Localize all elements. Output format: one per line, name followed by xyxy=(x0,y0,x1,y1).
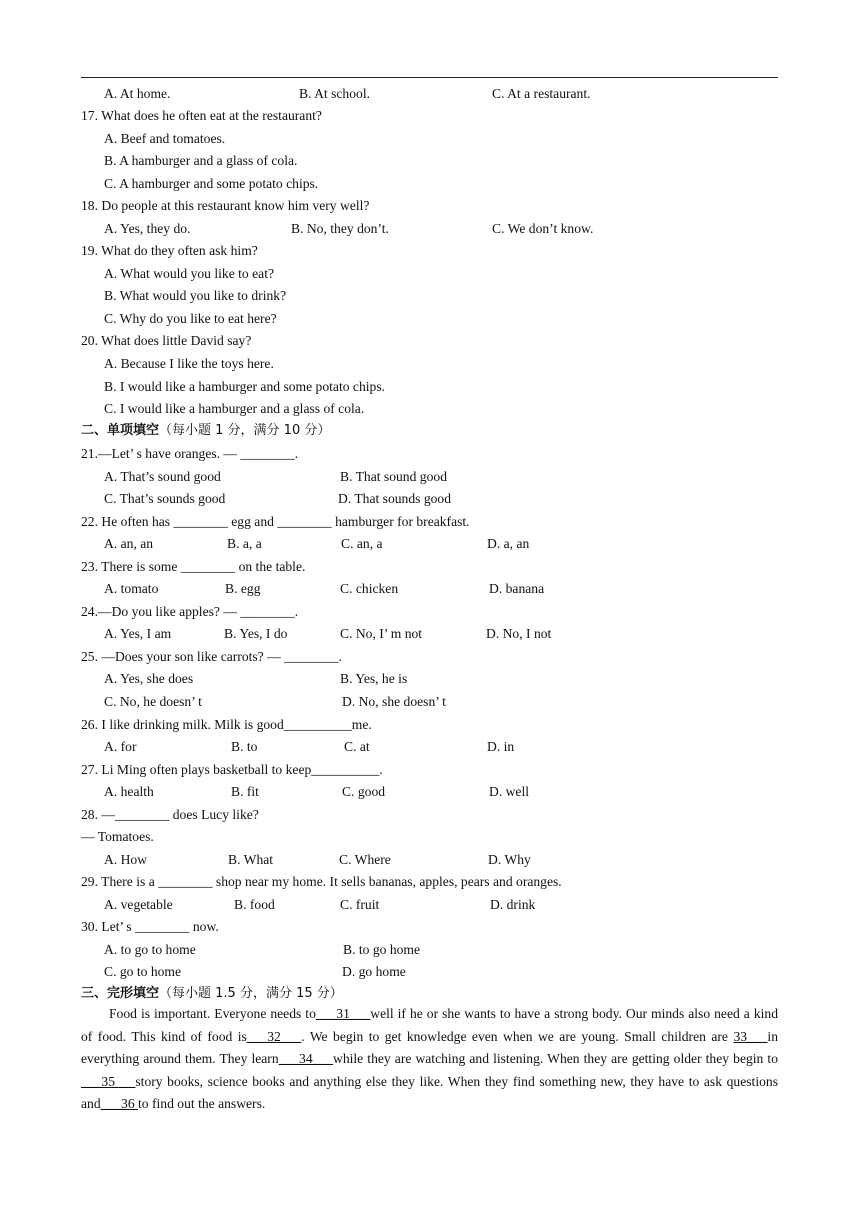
q25-option-d: D. No, she doesn’ t xyxy=(342,694,446,709)
q25-option-c: C. No, he doesn’ t xyxy=(104,694,202,709)
q23-option-d: D. banana xyxy=(489,581,545,596)
q30-stem: 30. Let’ s ________ now. xyxy=(81,919,219,934)
q29-stem: 29. There is a ________ shop near my home. It sells bananas, apples, pears and oranges. xyxy=(81,874,562,889)
blank-35: ___35___ xyxy=(81,1073,136,1089)
blank-36: ___36 xyxy=(100,1096,139,1112)
q23-option-b: B. egg xyxy=(225,581,261,596)
section3-title: 三、完形填空 xyxy=(81,986,160,1001)
q24-option-a: A. Yes, I am xyxy=(104,626,172,641)
q25-option-a: A. Yes, she does xyxy=(104,671,194,686)
q28-option-d: D. Why xyxy=(488,852,531,867)
q22-option-d: D. a, an xyxy=(487,536,530,551)
q18-option-b: B. No, they don’t. xyxy=(291,221,389,236)
q26-option-a: A. for xyxy=(104,739,137,754)
q27-option-d: D. well xyxy=(489,784,530,799)
q23-stem: 23. There is some ________ on the table. xyxy=(81,559,306,574)
q27-stem: 27. Li Ming often plays basketball to keep__________. xyxy=(81,762,383,777)
q17-option-c: C. A hamburger and some potato chips. xyxy=(104,176,319,191)
cloze-text-4: in everything around them. They learn xyxy=(81,1028,778,1067)
q26-stem: 26. I like drinking milk. Milk is good__________me. xyxy=(81,717,372,732)
q25-stem: 25. —Does your son like carrots? — ________. xyxy=(81,649,342,664)
section2-note: （每小题 1 分，满分 10 分） xyxy=(159,423,331,438)
q20-option-c: C. I would like a hamburger and a glass of cola. xyxy=(104,401,365,416)
q28-option-b: B. What xyxy=(228,852,274,867)
q21-option-b: B. That sound good xyxy=(340,469,447,484)
q21-option-a: A. That’s sound good xyxy=(104,469,221,484)
q20-option-a: A. Because I like the toys here. xyxy=(104,356,274,371)
q25-option-b: B. Yes, he is xyxy=(340,671,408,686)
q28-option-a: A. How xyxy=(104,852,148,867)
q20-stem: 20. What does little David say? xyxy=(81,333,252,348)
q18-option-c: C. We don’t know. xyxy=(492,221,594,236)
q21-stem: 21.—Let’ s have oranges. — ________. xyxy=(81,446,299,461)
cloze-text-5: while they are watching and listening. When they are getting older they begin to xyxy=(333,1051,778,1067)
q29-option-c: C. fruit xyxy=(340,897,380,912)
q16-option-c: C. At a restaurant. xyxy=(492,86,591,101)
q22-option-b: B. a, a xyxy=(227,536,262,551)
q29-option-a: A. vegetable xyxy=(104,897,173,912)
q30-option-d: D. go home xyxy=(342,964,406,979)
q30-option-c: C. go to home xyxy=(104,964,182,979)
q27-option-b: B. fit xyxy=(231,784,259,799)
q19-option-c: C. Why do you like to eat here? xyxy=(104,311,277,326)
q24-option-c: C. No, I’ m not xyxy=(340,626,423,641)
q24-option-b: B. Yes, I do xyxy=(224,626,288,641)
q28-stem: 28. —________ does Lucy like? xyxy=(81,807,259,822)
q19-option-a: A. What would you like to eat? xyxy=(104,266,275,281)
q21-option-d: D. That sounds good xyxy=(338,491,452,506)
q19-stem: 19. What do they often ask him? xyxy=(81,243,258,258)
q17-option-a: A. Beef and tomatoes. xyxy=(104,131,226,146)
q26-option-b: B. to xyxy=(231,739,258,754)
q30-option-b: B. to go home xyxy=(343,942,421,957)
q17-stem: 17. What does he often eat at the restaurant? xyxy=(81,108,322,123)
section2-heading xyxy=(81,422,330,440)
q18-stem: 18. Do people at this restaurant know him very well? xyxy=(81,198,370,213)
blank-33: 33___ xyxy=(733,1028,768,1044)
q16-option-b: B. At school. xyxy=(299,86,370,101)
q18-option-a: A. Yes, they do. xyxy=(104,221,191,236)
q30-option-a: A. to go to home xyxy=(104,942,196,957)
blank-32: ___32___ xyxy=(246,1028,302,1044)
q20-option-b: B. I would like a hamburger and some potato chips. xyxy=(104,379,386,394)
q17-option-b: B. A hamburger and a glass of cola. xyxy=(104,153,298,168)
section2-title: 二、单项填空 xyxy=(81,423,160,438)
q23-option-a: A. tomato xyxy=(104,581,159,596)
q29-option-d: D. drink xyxy=(490,897,536,912)
header-rule xyxy=(81,77,778,78)
q22-option-a: A. an, an xyxy=(104,536,154,551)
q24-stem: 24.—Do you like apples? — ________. xyxy=(81,604,299,619)
cloze-text-7: to find out the answers. xyxy=(138,1096,266,1112)
cloze-text-2: well if he or she wants to have a strong body. Our minds also need a kind of food. This kind of food is xyxy=(81,1006,778,1044)
cloze-text-3: . We begin to get knowledge even when we are young. Small children are xyxy=(301,1028,728,1044)
cloze-text-6: story books, science books and anything else they like. When they find something new, they have to ask questions and xyxy=(81,1073,778,1112)
blank-31: ___31___ xyxy=(315,1006,371,1021)
section3-heading xyxy=(81,985,343,1003)
q29-option-b: B. food xyxy=(234,897,275,912)
q28-option-c: C. Where xyxy=(339,852,391,867)
q27-option-a: A. health xyxy=(104,784,154,799)
cloze-text-1: Food is important. Everyone needs to xyxy=(109,1006,316,1021)
q24-option-d: D. No, I not xyxy=(486,626,552,641)
q16-option-a: A. At home. xyxy=(104,86,171,101)
q26-option-d: D. in xyxy=(487,739,515,754)
q19-option-b: B. What would you like to drink? xyxy=(104,288,287,303)
q27-option-c: C. good xyxy=(342,784,386,799)
section3-note: （每小题 1.5 分，满分 15 分） xyxy=(159,986,343,1001)
q22-option-c: C. an, a xyxy=(341,536,383,551)
blank-34: ___34___ xyxy=(278,1051,334,1067)
q22-stem: 22. He often has ________ egg and ________ hamburger for breakfast. xyxy=(81,514,470,529)
q26-option-c: C. at xyxy=(344,739,370,754)
q23-option-c: C. chicken xyxy=(340,581,399,596)
cloze-passage xyxy=(81,1003,778,1116)
q21-option-c: C. That’s sounds good xyxy=(104,491,226,506)
q28-answer: — Tomatoes. xyxy=(81,829,154,844)
